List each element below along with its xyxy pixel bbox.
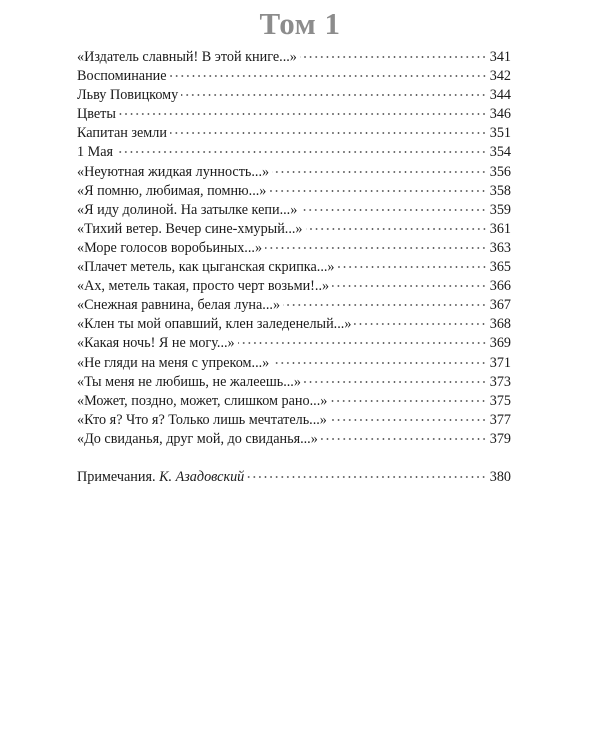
toc-entry[interactable] xyxy=(77,430,511,449)
toc-entry-title: «Ты меня не любишь, не жалеешь...» xyxy=(77,373,301,390)
dot-leader xyxy=(304,381,487,383)
dot-leader xyxy=(283,304,487,306)
toc-entry-page: 366 xyxy=(489,278,511,295)
toc-entry[interactable] xyxy=(77,143,511,162)
toc-entry-page: 344 xyxy=(489,87,511,104)
dot-leader xyxy=(247,476,486,478)
toc-entry-title: «До свиданья, друг мой, до свиданья...» xyxy=(77,430,318,447)
dot-leader xyxy=(330,400,486,402)
toc-entry[interactable] xyxy=(77,296,511,315)
toc-entry-title: «Неуютная жидкая лунность...» xyxy=(77,163,270,180)
toc-entry-title: «Я иду долиной. На затылке кепи...» xyxy=(77,201,298,218)
toc-entry-title: «Может, поздно, может, слишком рано...» xyxy=(77,392,328,409)
toc-entry-page: 368 xyxy=(489,316,511,333)
toc-entry-title: 1 Мая xyxy=(77,144,114,161)
toc-entry-title: «Кто я? Что я? Только лишь мечтатель...» xyxy=(77,411,327,428)
toc-entry-page: 363 xyxy=(489,239,511,256)
toc-entry[interactable] xyxy=(77,182,511,201)
toc-entry-title: Цветы xyxy=(77,106,116,123)
toc-entry-title: Капитан земли xyxy=(77,125,167,142)
toc-entry-page: 365 xyxy=(489,259,511,276)
toc-entry-title: «Тихий ветер. Вечер сине-хмурый...» xyxy=(77,220,303,237)
toc-entry-page: 379 xyxy=(489,430,511,447)
toc-entry-page: 380 xyxy=(489,468,511,485)
dot-leader xyxy=(265,247,487,249)
dot-leader xyxy=(338,266,487,268)
toc-entry[interactable] xyxy=(77,201,511,220)
toc-entry-page: 367 xyxy=(489,297,511,314)
dot-leader xyxy=(321,438,487,440)
toc-entry-page: 359 xyxy=(489,201,511,218)
toc-entry-page: 356 xyxy=(489,163,511,180)
notes-author: К. Азадовский xyxy=(159,468,245,485)
toc-entry[interactable] xyxy=(77,277,511,296)
toc-entry-page: 361 xyxy=(489,220,511,237)
toc-entry-page: 373 xyxy=(489,373,511,390)
toc-entry-title: «Ах, метель такая, просто черт возьми!..» xyxy=(77,278,330,295)
toc-entry[interactable] xyxy=(77,86,511,105)
toc-entry-title: «Издатель славный! В этой книге...» xyxy=(77,49,297,65)
toc-entry-title: «Я помню, любимая, помню...» xyxy=(77,182,267,199)
toc-entry-title: «Не гляди на меня с упреком...» xyxy=(77,354,270,371)
toc-entry-page: 346 xyxy=(489,106,511,123)
dot-leader xyxy=(354,323,486,325)
toc-entry[interactable] xyxy=(77,411,511,430)
dot-leader xyxy=(300,209,486,211)
toc-entry-page: 371 xyxy=(489,354,511,371)
notes-label: Примечания. xyxy=(77,468,156,485)
dot-leader xyxy=(269,190,486,192)
toc-entry-page: 354 xyxy=(489,144,511,161)
toc-entry-title: Воспоминание xyxy=(77,68,167,85)
volume-title: Том 1 xyxy=(259,6,341,41)
toc-entry[interactable] xyxy=(77,258,511,277)
table-of-contents xyxy=(77,48,511,487)
dot-leader xyxy=(170,132,487,134)
toc-entry-title: Льву Повицкому xyxy=(77,87,179,104)
toc-entry[interactable] xyxy=(77,48,511,67)
toc-entry-page: 375 xyxy=(489,392,511,409)
toc-entry[interactable] xyxy=(77,67,511,86)
toc-entry[interactable] xyxy=(77,392,511,411)
toc-entry-page: 358 xyxy=(489,182,511,199)
toc-entry[interactable] xyxy=(77,373,511,392)
toc-entry[interactable] xyxy=(77,239,511,258)
toc-entry-title: «Клен ты мой опавший, клен заледенелый...» xyxy=(77,316,352,333)
dot-leader xyxy=(272,171,487,173)
toc-entry[interactable] xyxy=(77,105,511,124)
dot-leader xyxy=(119,113,487,115)
dot-leader xyxy=(306,228,487,230)
toc-entry[interactable] xyxy=(77,315,511,334)
dot-leader xyxy=(170,75,487,77)
dot-leader xyxy=(300,56,487,58)
notes-title xyxy=(77,468,244,487)
toc-entry-page: 341 xyxy=(489,49,511,65)
toc-entry-title: «Плачет метель, как цыганская скрипка...» xyxy=(77,259,335,276)
dot-leader xyxy=(238,342,487,344)
toc-entry[interactable] xyxy=(77,334,511,353)
dot-leader xyxy=(272,362,486,364)
toc-entry-page: 377 xyxy=(489,411,511,428)
dot-leader xyxy=(181,94,486,96)
toc-entry-title: «Снежная равнина, белая луна...» xyxy=(77,297,281,314)
toc-entry-page: 369 xyxy=(489,335,511,352)
dot-leader xyxy=(330,419,487,421)
dot-leader xyxy=(116,151,487,153)
toc-entry-title: «Какая ночь! Я не могу...» xyxy=(77,335,235,352)
toc-entry[interactable] xyxy=(77,354,511,373)
toc-entry-title: «Море голосов воробьиных...» xyxy=(77,239,263,256)
toc-entry-page: 342 xyxy=(489,68,511,85)
toc-entry[interactable] xyxy=(77,124,511,143)
toc-entry[interactable] xyxy=(77,220,511,239)
toc-entry-notes[interactable] xyxy=(77,468,511,487)
toc-entry[interactable] xyxy=(77,163,511,182)
toc-entry-page: 351 xyxy=(489,125,511,142)
dot-leader xyxy=(332,285,487,287)
